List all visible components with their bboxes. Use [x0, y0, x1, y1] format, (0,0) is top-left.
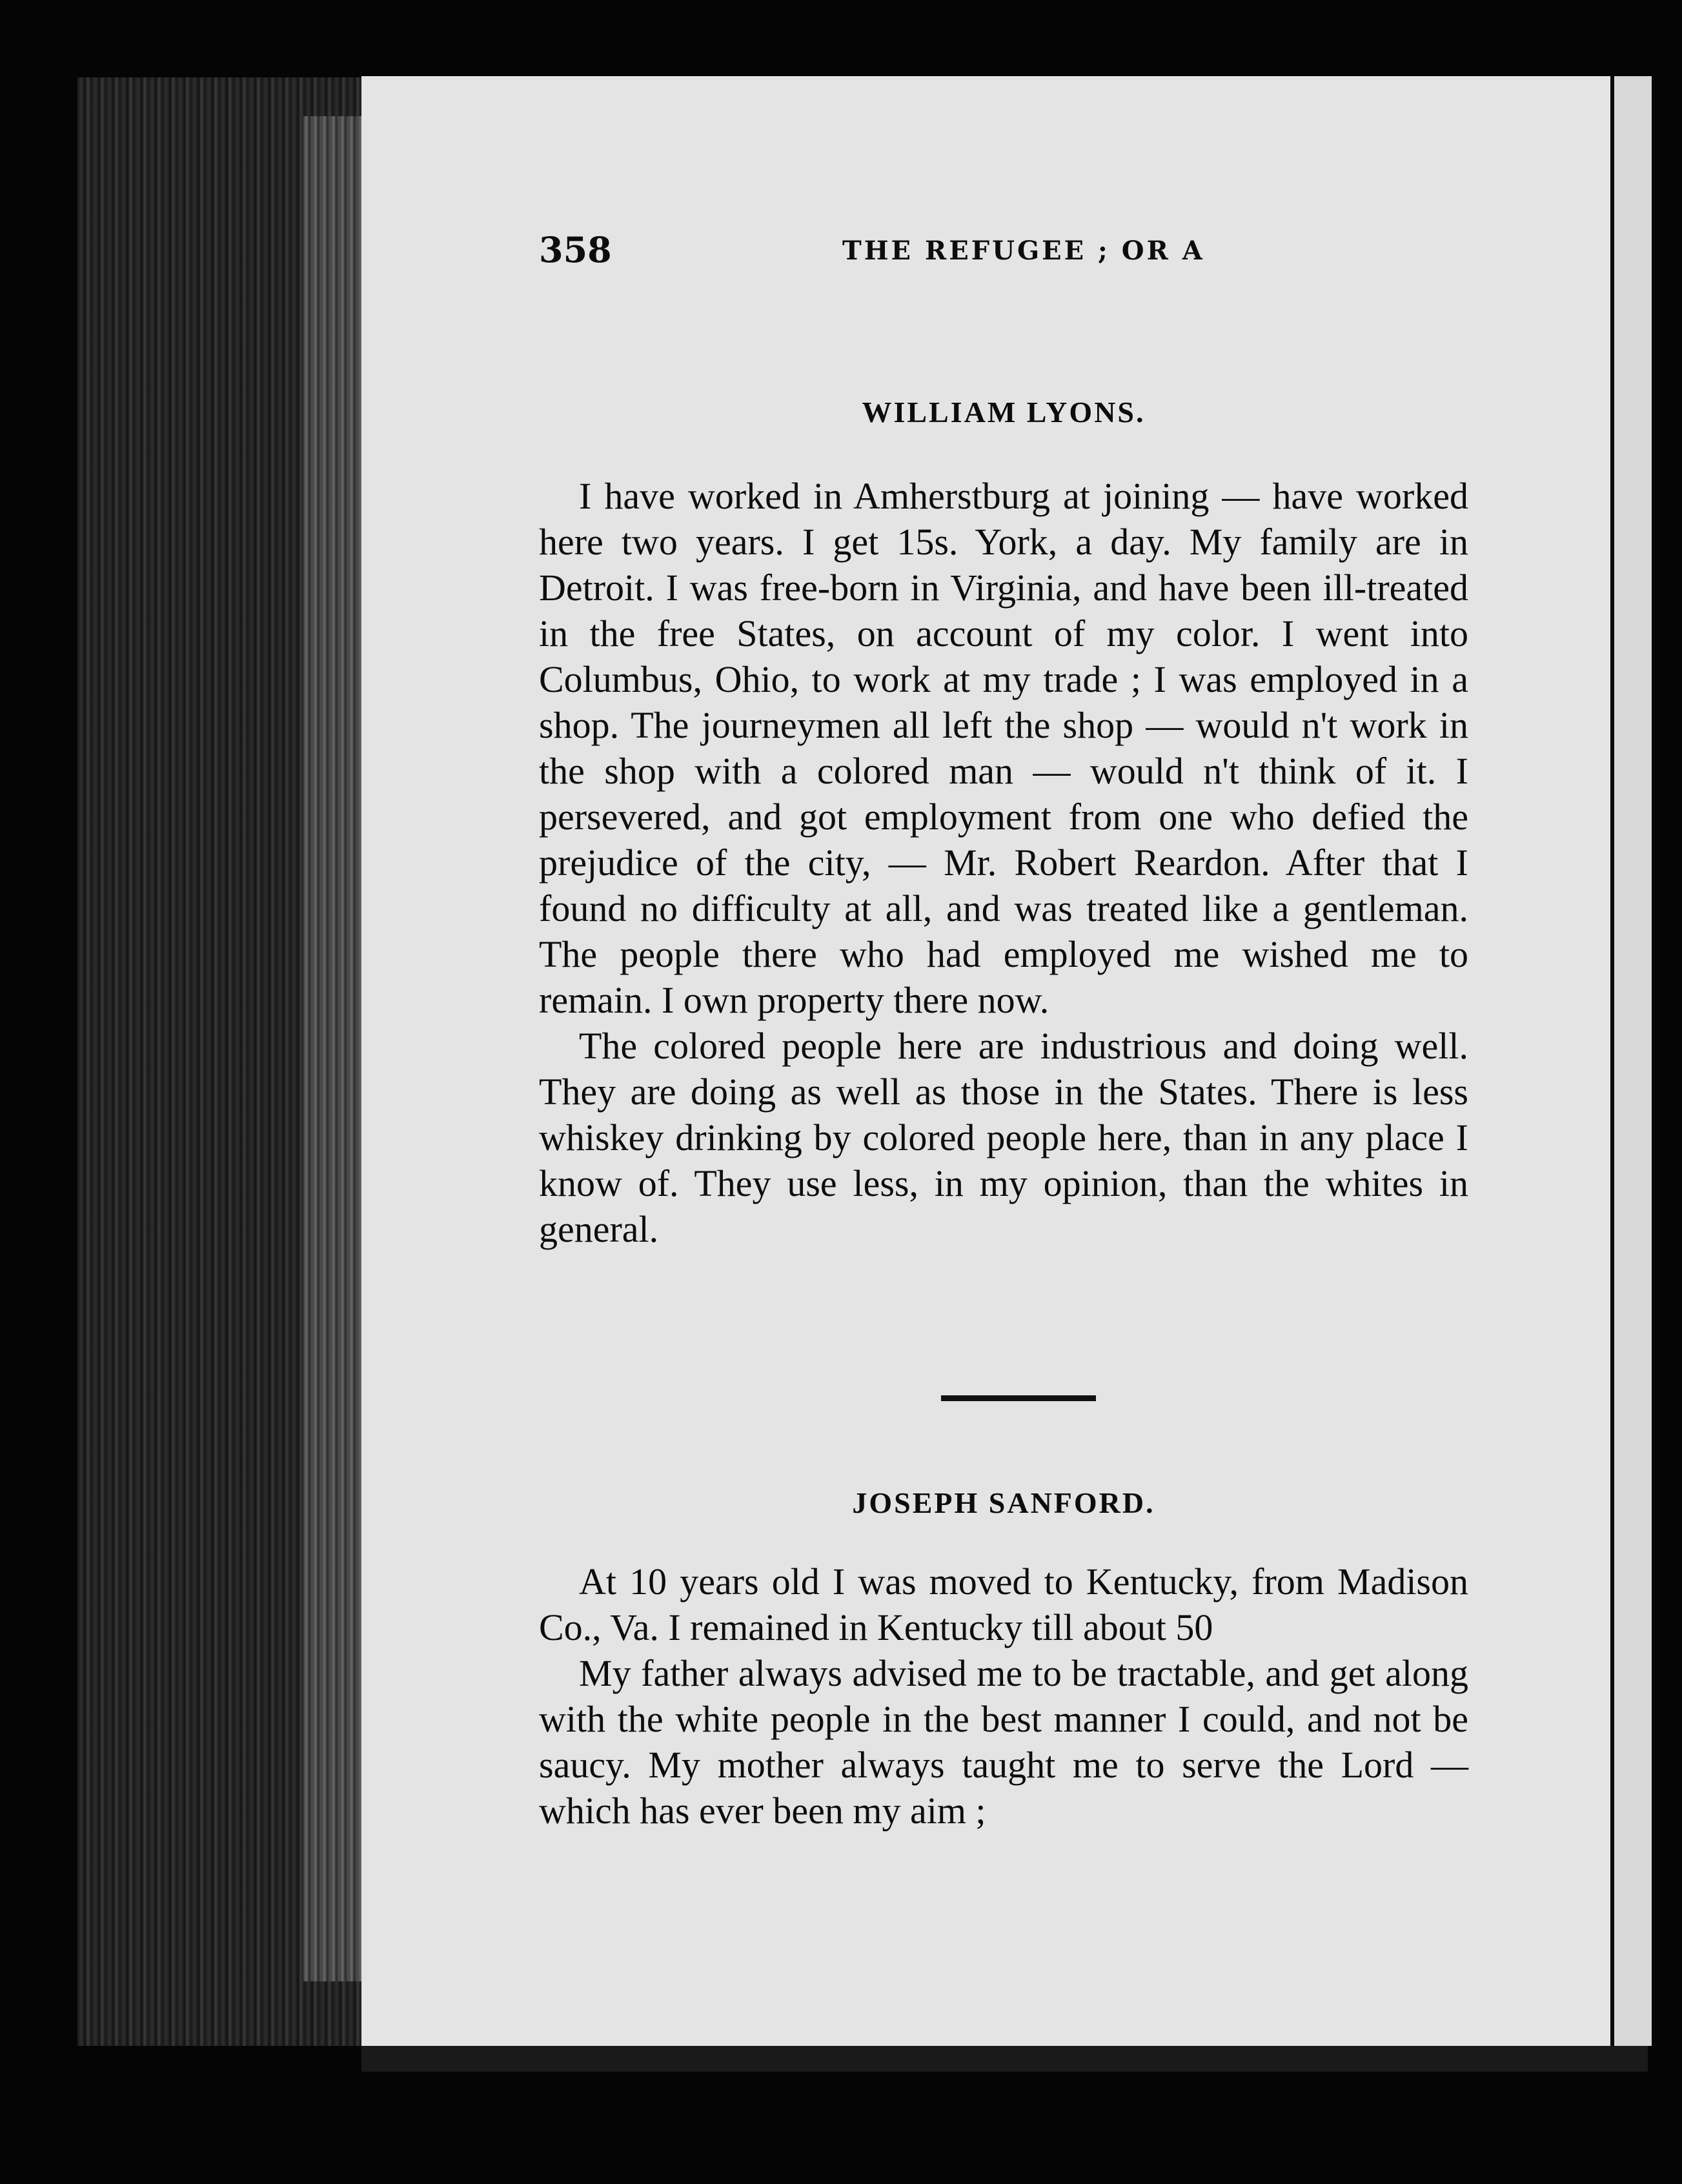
page-bottom-shadow: [361, 2046, 1648, 2072]
page-number: 358: [539, 229, 612, 270]
next-page-edge: [1610, 76, 1652, 2046]
section-title-joseph-sanford: JOSEPH SANFORD.: [852, 1486, 1155, 1519]
paragraph: My father always advised me to be tractable, and get along with the white people in the best manner I could, and not be saucy. My mother always taught me to serve the Lord — which has ever been my aim ;: [539, 1652, 1468, 1832]
paragraph: The colored people here are industrious and doing well. They are doing as well as those in the States. There is less whiskey drinking by colored people here, than in any place I know of. They use less, in my opinion, than the whites in general.: [539, 1025, 1468, 1250]
section-title-william-lyons: WILLIAM LYONS.: [862, 396, 1146, 429]
running-head: [539, 229, 1468, 268]
paragraph: At 10 years old I was moved to Kentucky, from Madison Co., Va. I remained in Kentucky till about 50: [539, 1561, 1468, 1648]
section-body-william-lyons: [539, 473, 1468, 1252]
section-body-joseph-sanford: [539, 1559, 1468, 1834]
paragraph: I have worked in Amherstburg at joining — have worked here two years. I get 15s. York, a day. My family are in Detroit. I was free-born in Virginia, and have been ill-treated in the free States, on account of my color. I went into Columbus, Ohio, to work at my trade ; I was employed in a shop. The journeymen all left the shop — would n't work in the shop with a colored man — would n't think of it. I persevered, and got employment from one who defied the prejudice of the city, — Mr. Robert Reardon. After that I found no difficulty at all, and was treated like a gentleman. The people there who had employed me wished me to remain. I own property there now.: [539, 475, 1468, 1021]
section-divider: [941, 1395, 1096, 1401]
running-title: THE REFUGEE ; OR A: [842, 236, 1205, 266]
